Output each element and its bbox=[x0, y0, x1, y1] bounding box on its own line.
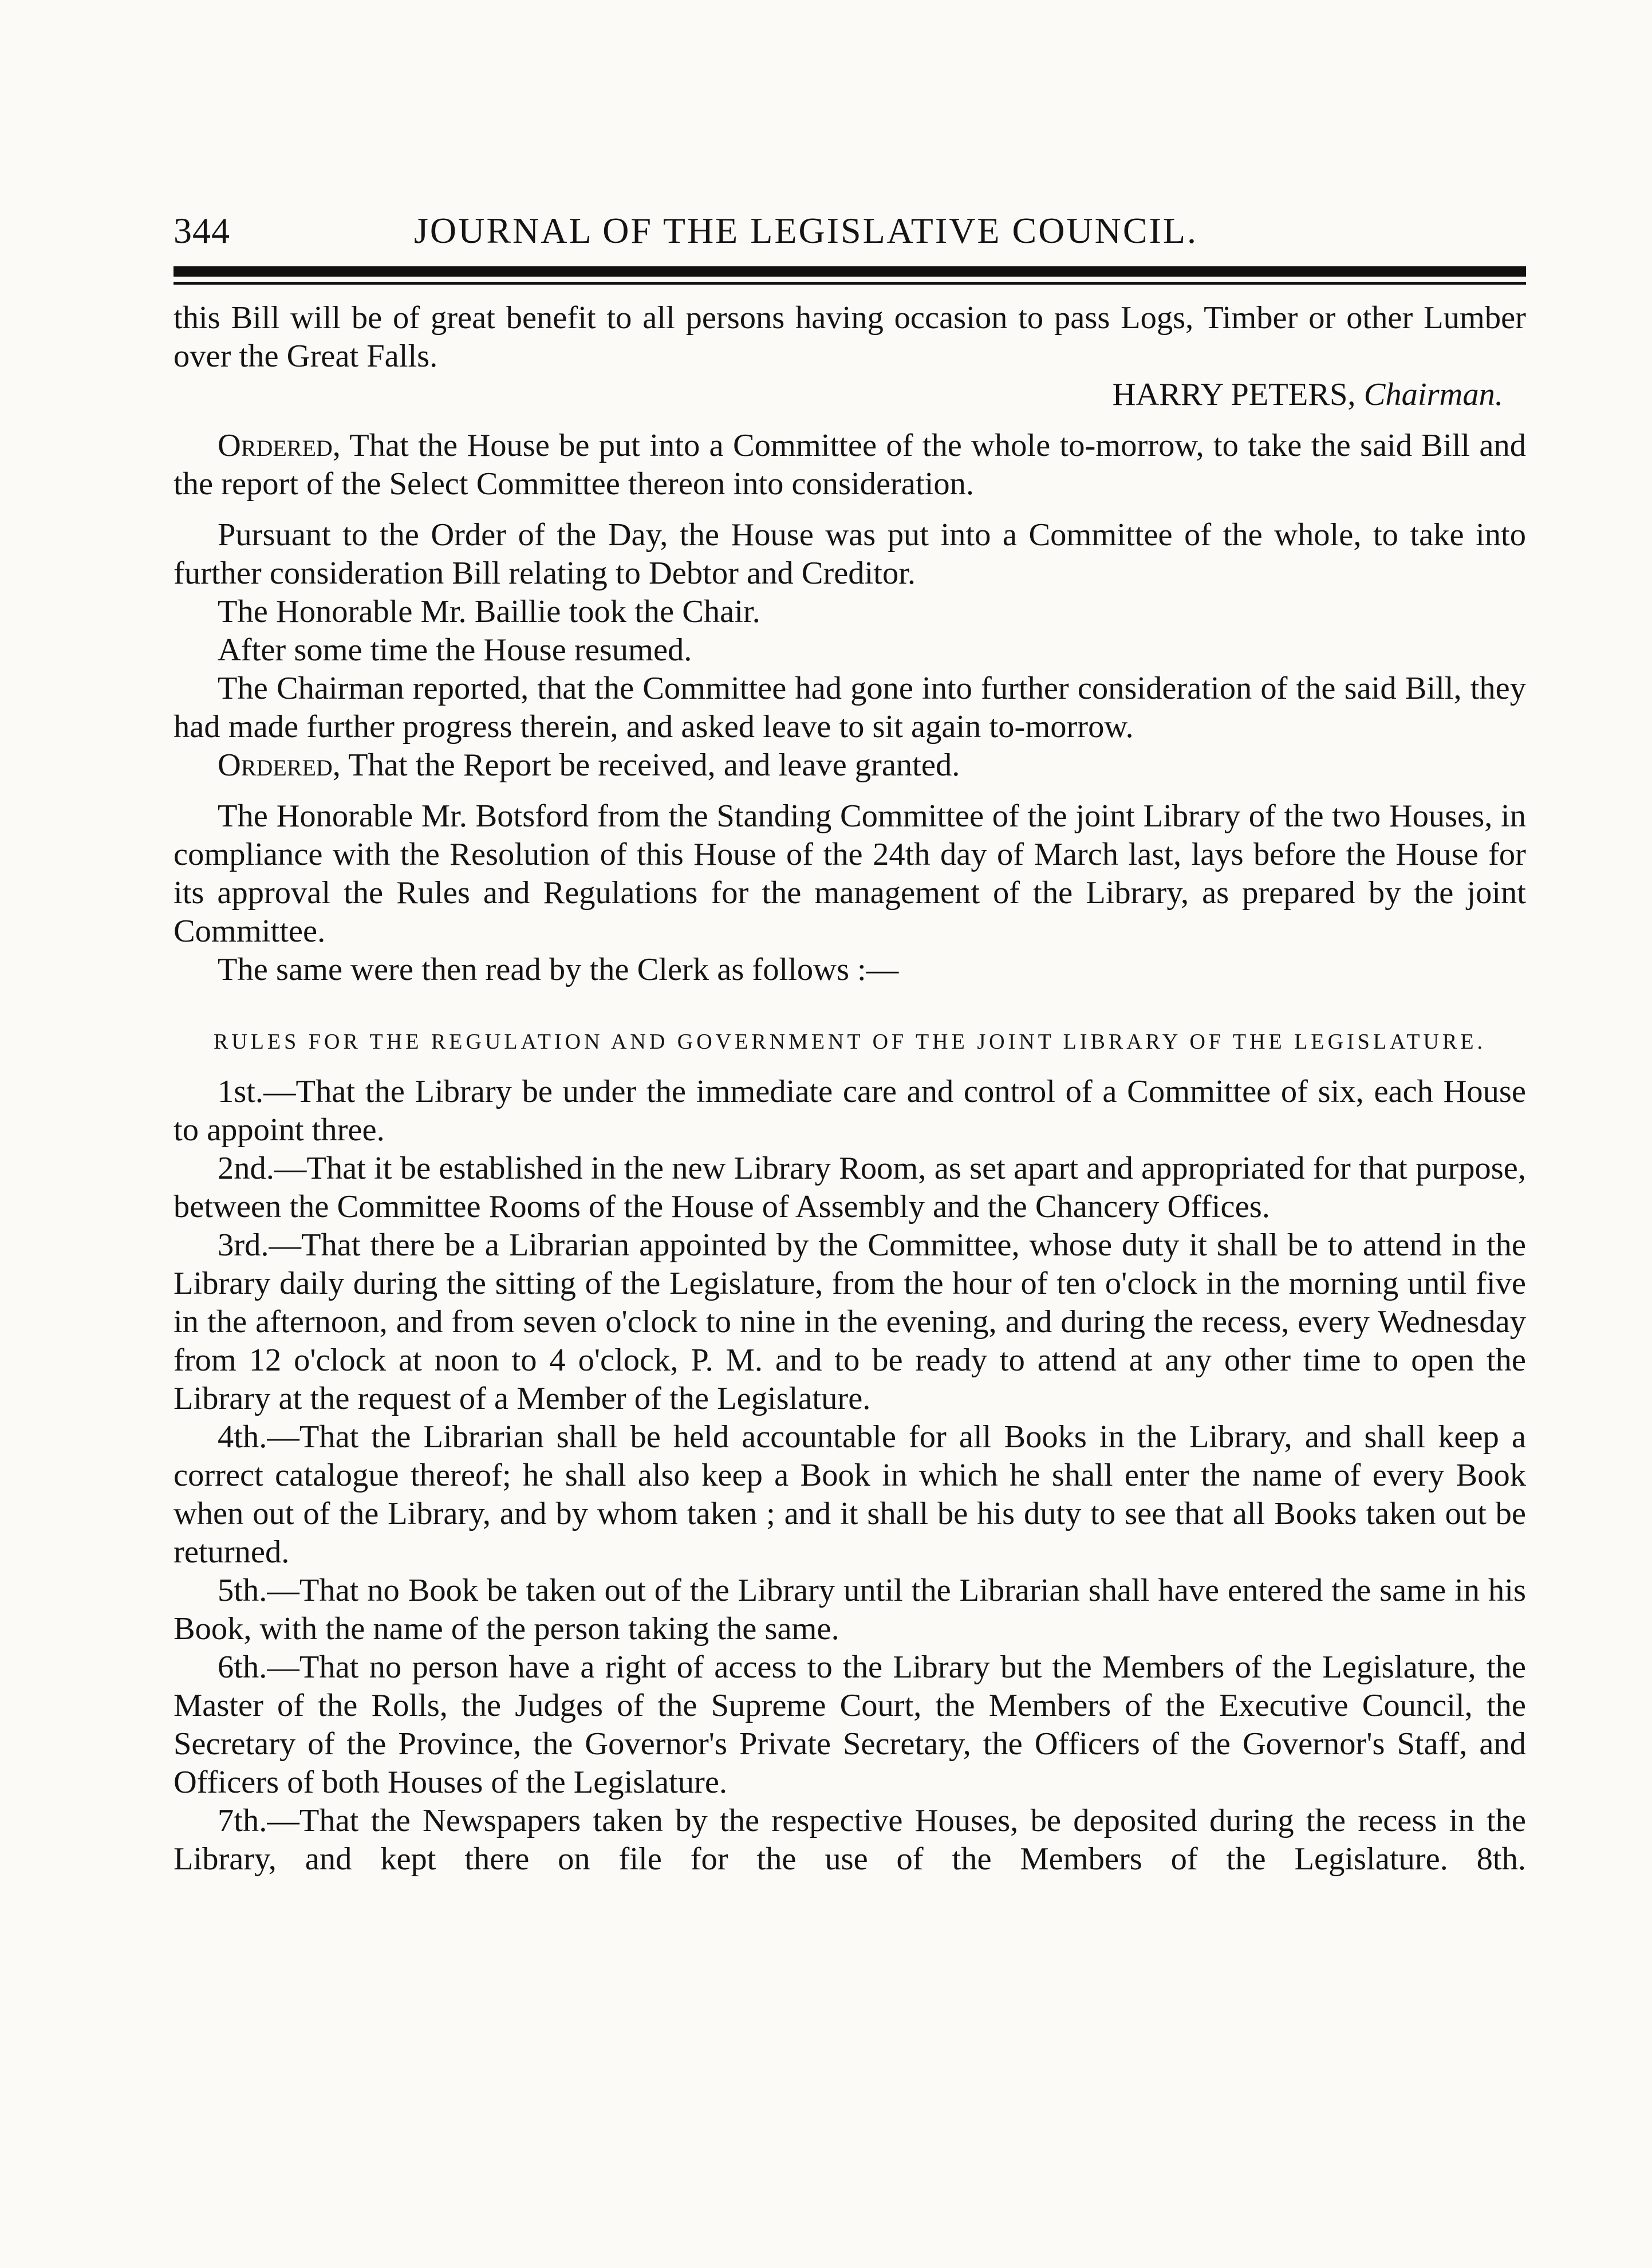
rule-item-7 bbox=[174, 1802, 1526, 1879]
rule-item-2: 2nd.—That it be established in the new Library Room, as set apart and appropriated for that purpose, between the Committee Rooms of the House of Assembly and the Chancery Offices. bbox=[174, 1151, 1526, 1224]
rule-item-1: 1st.—That the Library be under the immediate care and control of a Committee of six, each House to appoint three. bbox=[174, 1074, 1526, 1148]
paragraph-chairman-reported: The Chairman reported, that the Committee had gone into further consideration of the said Bill, they had made further progress therein, and asked leave to sit again to-morrow. bbox=[174, 671, 1526, 745]
ordered-lead: Ordered, bbox=[218, 428, 341, 463]
paragraph-order-of-day: Pursuant to the Order of the Day, the House was put into a Committee of the whole, to take into further consideration Bill relating to Debtor and Creditor. bbox=[174, 517, 1526, 591]
catchword: 8th. bbox=[1476, 1841, 1526, 1877]
header-rule-thick bbox=[174, 266, 1526, 277]
rule-item-6: 6th.—That no person have a right of access to the Library but the Members of the Legislature, the Master of the Rolls, the Judges of the Supreme Court, the Members of the Executive Council, the Secretary of the Province, the Governor's Private Secretary, the Officers of the Governor's Staff, and Officers of both Houses of the Legislature. bbox=[174, 1649, 1526, 1800]
running-title: JOURNAL OF THE LEGISLATIVE COUNCIL. bbox=[414, 210, 1198, 251]
paragraph-library-committee: The Honorable Mr. Botsford from the Standing Committee of the joint Library of the two Houses, in compliance with the Resolution of this House of the 24th day of March last, lays before the House for its approval the Rules and Regulations for the management of the Library, as prepared by the joint Committee. bbox=[174, 798, 1526, 949]
paragraph-took-chair: The Honorable Mr. Baillie took the Chair. bbox=[218, 594, 760, 629]
rule-item-3: 3rd.—That there be a Librarian appointed by the Committee, whose duty it shall be to attend in the Library daily during the sitting of the Legislature, from the hour of ten o'clock in the morning until five in the afternoon, and from seven o'clock to nine in the evening, and during the recess, every Wednesday from 12 o'clock at noon to 4 o'clock, P. M. and to be ready to attend at any other time to open the Library at the request of a Member of the Legislature. bbox=[174, 1227, 1526, 1416]
page-body bbox=[174, 299, 1526, 1879]
signature-name: HARRY PETERS, bbox=[1112, 377, 1356, 412]
ordered-lead-2: Ordered, bbox=[218, 747, 341, 783]
rule-item-5: 5th.—That no Book be taken out of the Library until the Librarian shall have entered the same in his Book, with the name of the person taking the same. bbox=[174, 1573, 1526, 1647]
header-rule-thin bbox=[174, 282, 1526, 285]
signature-role: Chairman. bbox=[1363, 377, 1503, 412]
rule-item-4: 4th.—That the Librarian shall be held accountable for all Books in the Library, and shall keep a correct catalogue thereof; he shall also keep a Book in which he shall enter the name of every Book when out of the Library, and by whom taken ; and it shall be his duty to see that all Books taken out be returned. bbox=[174, 1419, 1526, 1570]
page-header bbox=[174, 205, 1528, 257]
paragraph-house-resumed: After some time the House resumed. bbox=[218, 632, 692, 668]
page-number: 344 bbox=[174, 210, 230, 251]
rules-title: RULES FOR THE REGULATION AND GOVERNMENT OF THE JOINT LIBRARY OF THE LEGISLATURE. bbox=[213, 1030, 1487, 1054]
paragraph-bill-benefit: this Bill will be of great benefit to all persons having occasion to pass Logs, Timber or other Lumber over the Great Falls. bbox=[174, 300, 1526, 374]
ordered-text: That the House be put into a Committee of the whole to-morrow, to take the said Bill and the report of the Select Committee thereon into consideration. bbox=[174, 428, 1526, 502]
ordered-text-2: That the Report be received, and leave granted. bbox=[340, 747, 960, 783]
signature-line bbox=[174, 376, 1526, 414]
paragraph-ordered-report bbox=[174, 746, 1526, 785]
rule-item-7-text: 7th.—That the Newspapers taken by the respective Houses, be deposited during the recess in the Library, and kept there on file for the use of the Members of the Legislature. bbox=[174, 1803, 1526, 1877]
paragraph-read-by-clerk: The same were then read by the Clerk as follows :— bbox=[218, 952, 899, 987]
paragraph-ordered-committee bbox=[174, 427, 1526, 503]
